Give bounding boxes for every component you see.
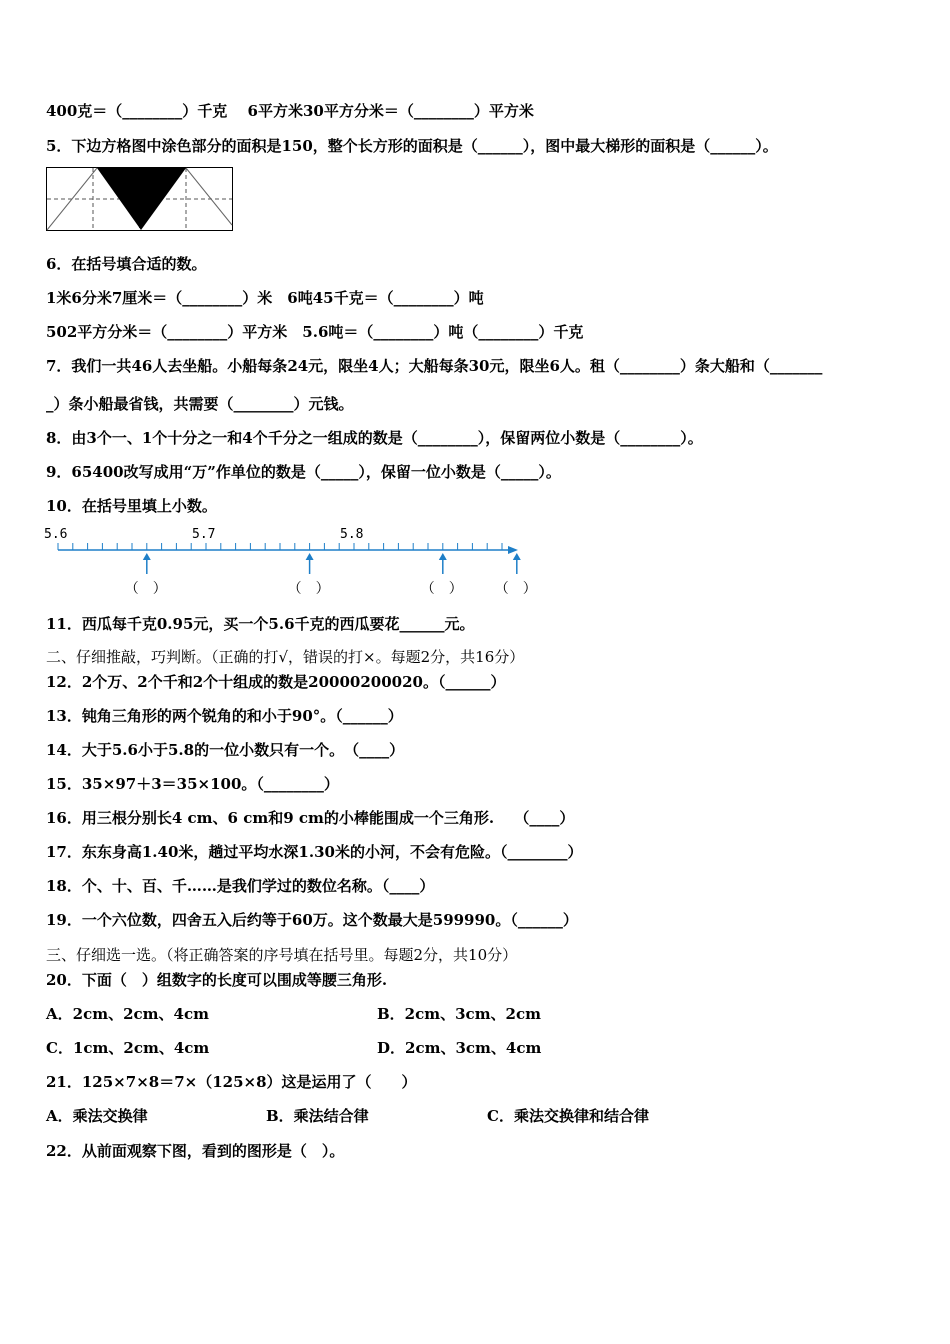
question-9: 9．65400改写成用“万”作单位的数是（_____），保留一位小数是（_____）。 (46, 463, 561, 481)
section-3-heading: 三、仔细选一选。（将正确答案的序号填在括号里。每题2分，共10分） (46, 946, 518, 964)
question-6: 6．在括号填合适的数。 (46, 255, 207, 273)
question-6b: 502平方分米＝（________）平方米 5.6吨＝（________）吨（________）千克 (46, 323, 584, 341)
pointer-arrowhead (306, 553, 314, 560)
question-16: 16．用三根分别长4 cm、6 cm和9 cm的小棒能围成一个三角形. （____） (46, 809, 575, 827)
q21-option-c[interactable]: C．乘法交换律和结合律 (487, 1107, 649, 1125)
unit-conversion-line-1: 400克＝（________）千克 6平方米30平方分米＝（________）平方米 (46, 102, 534, 120)
question-7b: _）条小船最省钱，共需要（________）元钱。 (46, 395, 354, 413)
question-19: 19．一个六位数，四舍五入后约等于60万。这个数最大是599990。（______） (46, 911, 578, 929)
question-18: 18．个、十、百、千……是我们学过的数位名称。（____） (46, 877, 435, 895)
q20-option-d[interactable]: D．2cm、3cm、4cm (377, 1039, 542, 1057)
question-15: 15．35×97＋3＝35×100。（________） (46, 775, 339, 793)
q20-option-c[interactable]: C．1cm、2cm、4cm (46, 1039, 210, 1057)
question-5: 5．下边方格图中涂色部分的面积是150，整个长方形的面积是（______），图中最大梯形的面积是（______）。 (46, 137, 778, 155)
question-11: 11．西瓜每千克0.95元，买一个5.6千克的西瓜要花______元。 (46, 615, 475, 633)
tick-label: 5.7 (192, 527, 216, 542)
answer-blank: （ ） (420, 581, 463, 597)
trapezoid-edge (186, 168, 232, 225)
question-12: 12．2个万、2个千和2个十组成的数是20000200020。（______） (46, 673, 506, 691)
tick-label: 5.8 (340, 527, 364, 542)
answer-blank: （ ） (287, 581, 330, 597)
pointer-arrowhead (439, 553, 447, 560)
question-20: 20．下面（ ）组数字的长度可以围成等腰三角形. (46, 971, 388, 989)
answer-blank: （ ） (124, 581, 167, 597)
q20-option-b[interactable]: B．2cm、3cm、2cm (377, 1005, 542, 1023)
question-22: 22．从前面观察下图，看到的图形是（ ）。 (46, 1142, 345, 1160)
q20-option-a[interactable]: A．2cm、2cm、4cm (46, 1005, 209, 1023)
question-14: 14．大于5.6小于5.8的一位小数只有一个。 （____） (46, 741, 405, 759)
pointer-arrowhead (513, 553, 521, 560)
question-13: 13．钝角三角形的两个锐角的和小于90°。（______） (46, 707, 403, 725)
section-2-heading: 二、仔细推敲，巧判断。（正确的打√，错误的打×。每题2分，共16分） (46, 648, 525, 666)
axis-arrowhead (508, 546, 518, 554)
question-17: 17．东东身高1.40米，趟过平均水深1.30米的小河，不会有危险。（________） (46, 843, 583, 861)
number-line (40, 520, 537, 605)
answer-blank: （ ） (494, 581, 537, 597)
question-21: 21．125×7×8＝7×（125×8）这是运用了（ ） (46, 1073, 417, 1091)
question-10: 10．在括号里填上小数。 (46, 497, 217, 515)
q21-option-b[interactable]: B．乘法结合律 (266, 1107, 369, 1125)
grid-figure (46, 167, 234, 233)
question-8: 8．由3个一、1个十分之一和4个千分之一组成的数是（________），保留两位小数是（________）。 (46, 429, 703, 447)
question-7a: 7．我们一共46人去坐船。小船每条24元，限坐4人；大船每条30元，限坐6人。租（________）条大船和（_______ (46, 357, 823, 375)
tick-label: 5.6 (44, 527, 68, 542)
pointer-arrowhead (143, 553, 151, 560)
q21-option-a[interactable]: A．乘法交换律 (46, 1107, 148, 1125)
question-6a: 1米6分米7厘米＝（________）米 6吨45千克＝（________）吨 (46, 289, 484, 307)
